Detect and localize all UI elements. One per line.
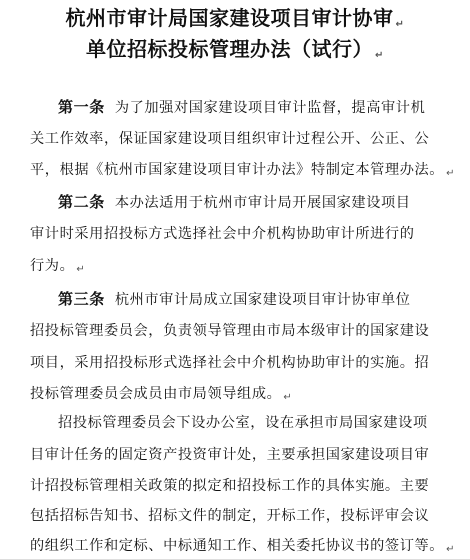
article-1-line-1: 第一条 为了加强对国家建设项目审计监督，提高审计机 — [58, 98, 426, 116]
article-3-line-4: 投标管理委员会成员由市局领导组成。 ↵ — [30, 386, 293, 403]
paragraph-line-4: 包括招标告知书、招标文件的制定，开标工作，投标评审会议 — [30, 508, 430, 524]
article-2-line-2: 审计时采用招投标方式选择社会中介机构协助审计所进行的 — [30, 226, 415, 242]
article-3-line-3: 项目，采用招投标形式选择社会中介机构协助审计的实施。招 — [30, 355, 430, 371]
document-title-line-1: 杭州市审计局国家建设项目审计协审 ↵ — [65, 6, 405, 30]
article-2-line-3: 行为。 ↵ — [30, 258, 86, 275]
paragraph-mark-icon: ↵ — [283, 392, 293, 403]
article-1-line-2: 关工作效率，保证国家建设项目组织审计过程公开、公正、公 — [30, 131, 430, 147]
article-3-label: 第三条 — [58, 290, 105, 308]
paragraph-line-5: 的组织工作和定标、中标通知工作、相关委托协议书的签订等。 ↵ — [30, 538, 456, 555]
article-3-line-2: 招投标管理委员会，负责领导管理由市局本级审计的国家建设 — [30, 323, 430, 339]
article-3-line-1: 第三条 杭州市审计局成立国家建设项目审计协审单位 — [58, 290, 411, 308]
paragraph-mark-icon: ↵ — [446, 168, 456, 179]
article-1-line-3: 平，根据《杭州市国家建设项目审计办法》特制定本管理办法。 ↵ — [30, 162, 456, 179]
paragraph-mark-icon: ↵ — [76, 264, 86, 275]
paragraph-line-1: 招投标管理委员会下设办公室，设在承担市局国家建设项 — [58, 415, 428, 431]
paragraph-mark-icon: ↵ — [395, 19, 405, 30]
paragraph-mark-icon: ↵ — [375, 50, 384, 61]
document-title-line-2: 单位招标投标管理办法（试行） ↵ — [86, 37, 384, 61]
paragraph-mark-icon: ↵ — [446, 544, 456, 555]
paragraph-line-2: 目审计任务的固定资产投资审计处，主要承担国家建设项目审 — [30, 447, 430, 463]
article-2-line-1: 第二条 本办法适用于杭州市审计局开展国家建设项目 — [58, 193, 411, 211]
article-1-label: 第一条 — [58, 98, 105, 116]
article-2-label: 第二条 — [58, 193, 105, 211]
paragraph-line-3: 计招投标管理相关政策的拟定和招投标工作的具体实施。主要 — [30, 478, 430, 494]
